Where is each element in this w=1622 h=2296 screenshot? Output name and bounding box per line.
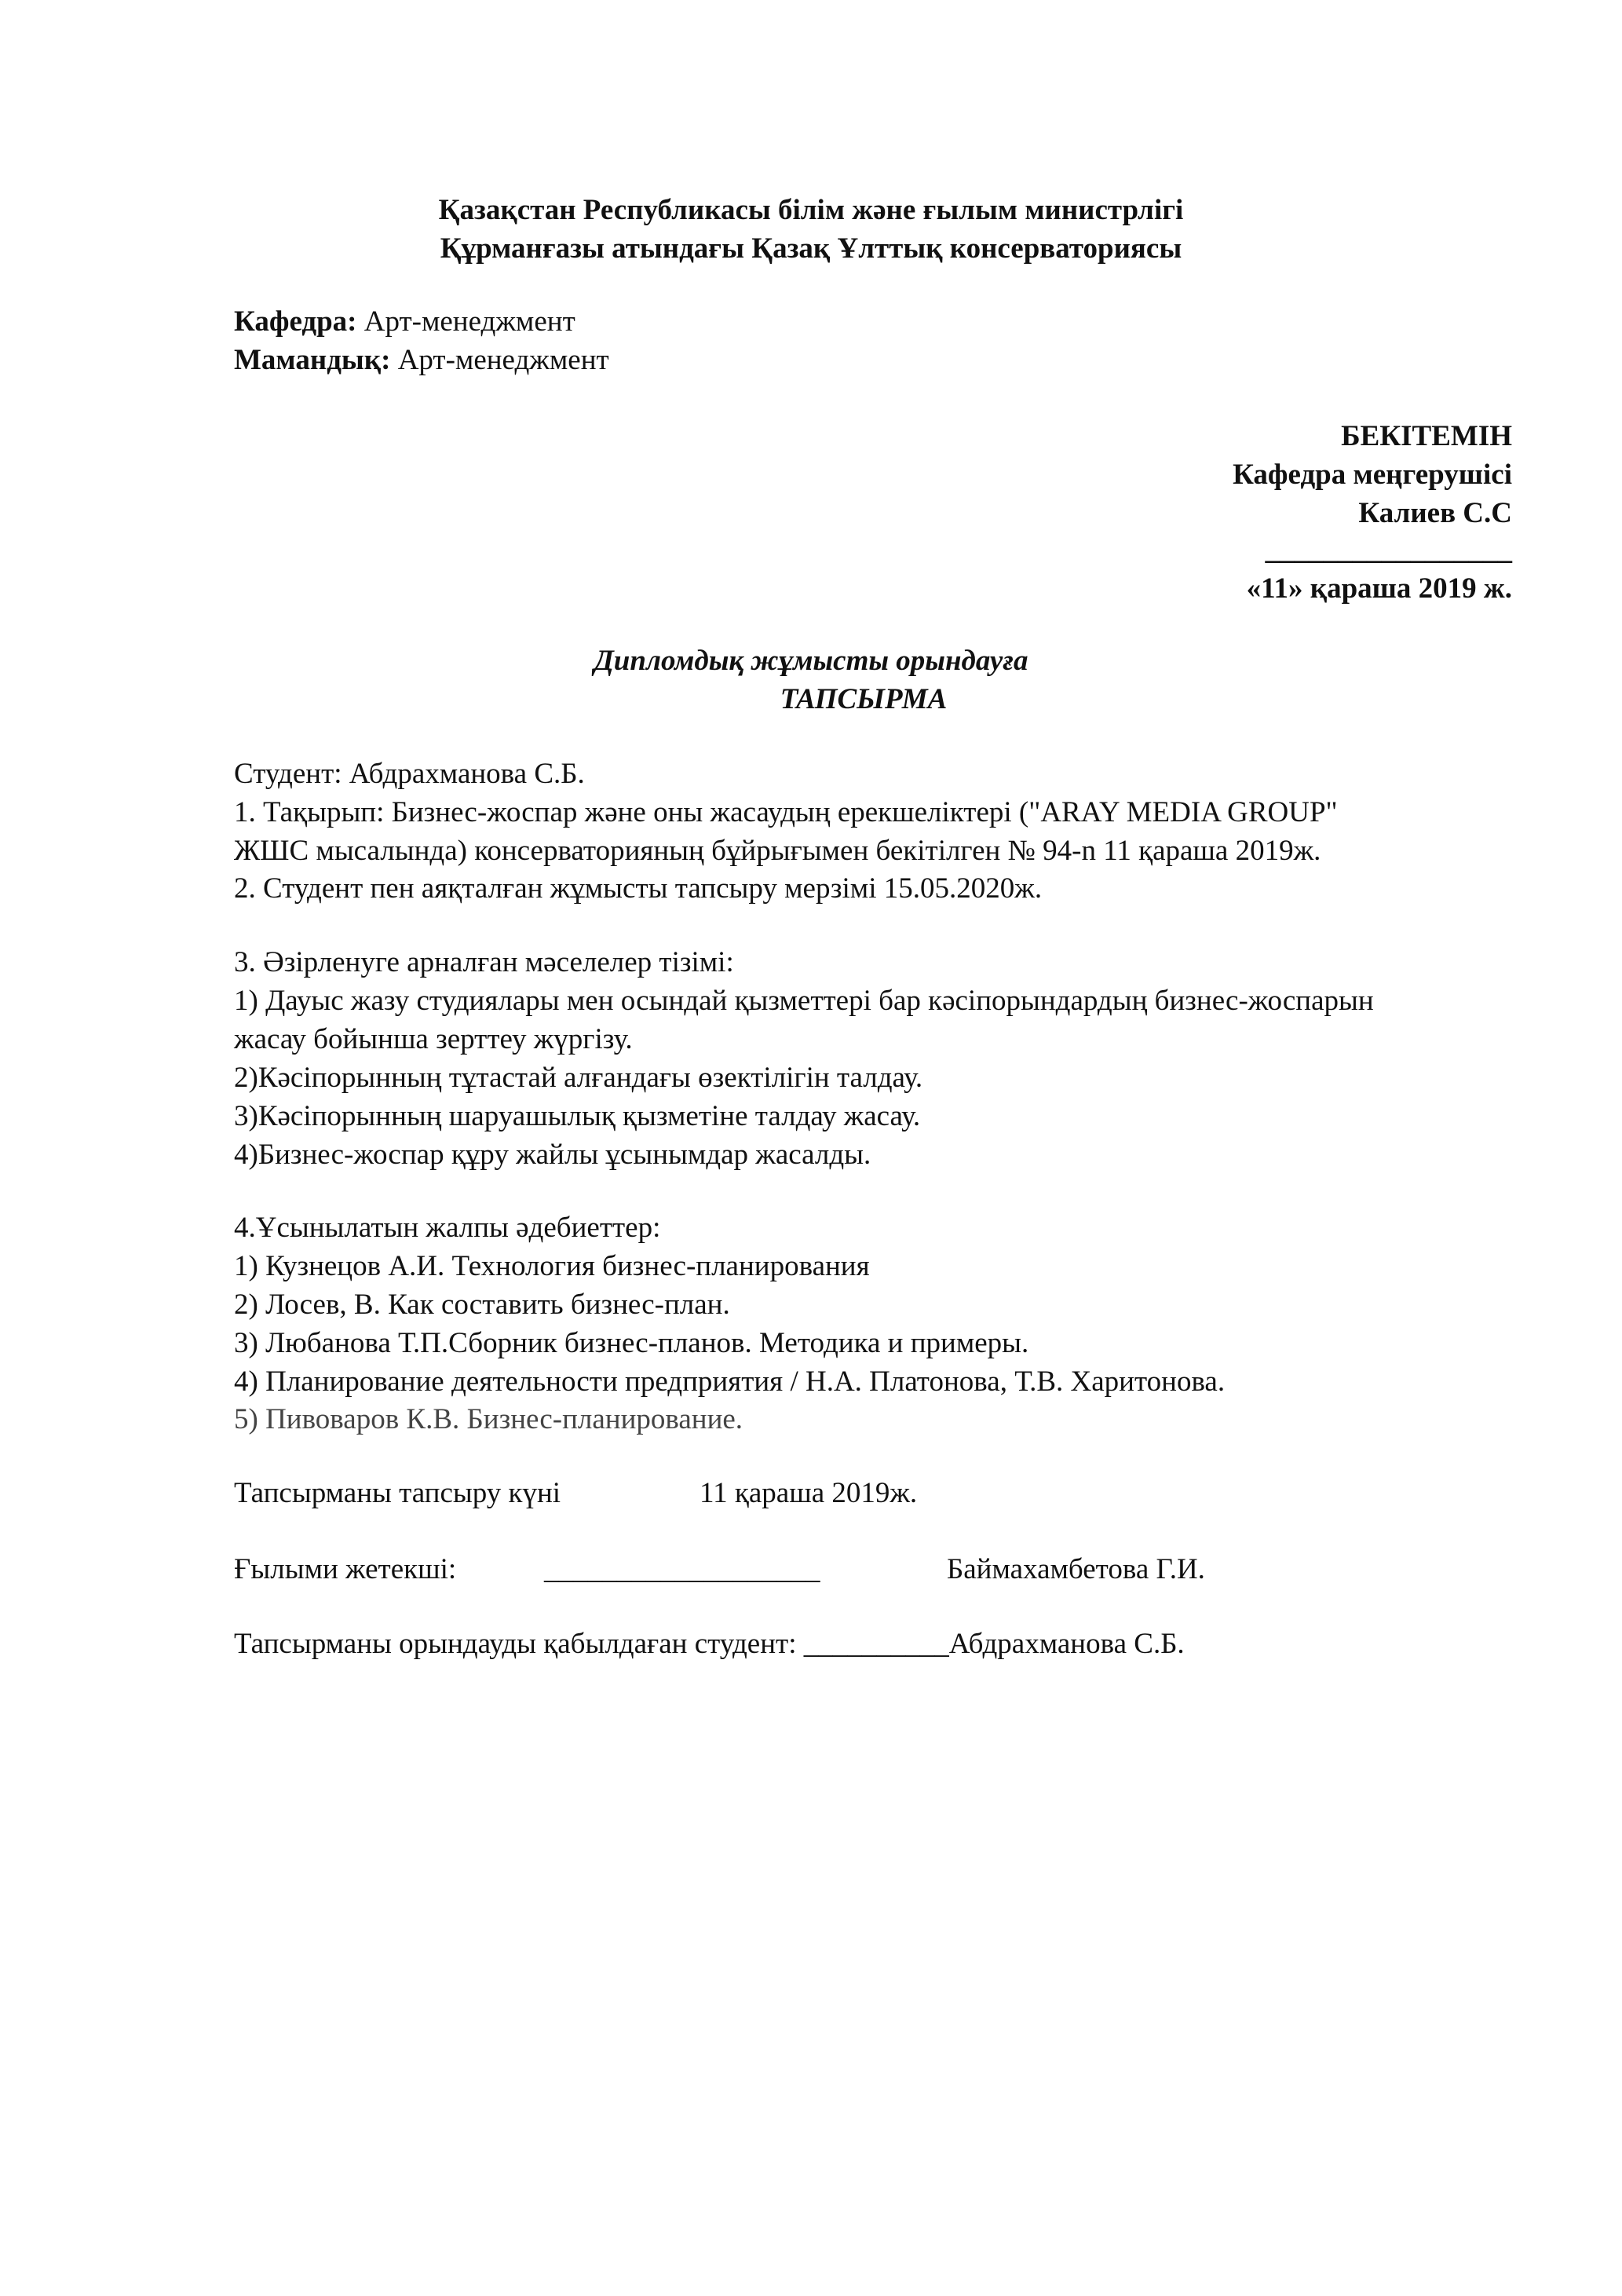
literature-item: 1) Кузнецов А.И. Технология бизнес-планирования xyxy=(234,1250,870,1282)
supervisor-signature-line: ___________________ xyxy=(544,1553,820,1585)
approval-signature-line: _________________ xyxy=(1265,534,1512,566)
specialty-label: Мамандық: xyxy=(234,344,391,376)
topic-line1: 1. Тақырып: Бизнес-жоспар және оны жасаудың ерекшеліктері ("ARAY MEDIA GROUP" xyxy=(234,796,1338,828)
supervisor-label: Ғылыми жетекші: xyxy=(234,1553,457,1585)
approval-date: «11» қараша 2019 ж. xyxy=(1246,572,1512,605)
approval-heading: БЕКІТЕМІН xyxy=(1341,420,1512,452)
approval-name: Калиев С.С xyxy=(1358,497,1512,529)
issue-date-label: Тапсырманы тапсыру күні xyxy=(234,1477,561,1509)
literature-item: 4) Планирование деятельности предприятия / Н.А. Платонова, Т.В. Харитонова. xyxy=(234,1366,1226,1398)
literature-item: 3) Любанова Т.П.Сборник бизнес-планов. Методика и примеры. xyxy=(234,1327,1029,1359)
student-line: Студент: Абдрахманова С.Б. xyxy=(234,758,585,790)
department-value: Арт-менеджмент xyxy=(356,305,575,338)
document-title-line2: ТАПСЫРМА xyxy=(780,683,948,715)
issue-item-3: 3)Кәсіпорынның шаруашылық қызметіне талдау жасау. xyxy=(234,1100,921,1132)
specialty-value: Арт-менеджмент xyxy=(390,344,609,376)
document-title-line1: Дипломдық жұмысты орындауға xyxy=(594,645,1028,677)
issue-item-1-line1: 1) Дауыс жазу студиялары мен осындай қызметтері бар кәсіпорындардың бизнес-жоспарын xyxy=(234,985,1374,1017)
department-label: Кафедра: xyxy=(234,305,357,338)
deadline-line: 2. Студент пен аяқталған жұмысты тапсыру мерзімі 15.05.2020ж. xyxy=(234,872,1043,905)
department-line xyxy=(234,303,575,341)
acceptance-line: Тапсырманы орындауды қабылдаған студент: __________Абдрахманова С.Б. xyxy=(234,1628,1185,1660)
literature-item: 2) Лосев, В. Как составить бизнес-план. xyxy=(234,1289,730,1321)
approval-position: Кафедра меңгерушісі xyxy=(1233,459,1512,491)
issue-date-value: 11 қараша 2019ж. xyxy=(700,1477,918,1509)
institution-heading: Құрманғазы атындағы Қазақ Ұлттық консерваториясы xyxy=(440,232,1182,265)
topic-line2: ЖШС мысалында) консерваторияның бұйрығымен бекітілген № 94-n 11 қараша 2019ж. xyxy=(234,835,1321,867)
issue-item-2: 2)Кәсіпорынның тұтастай алғандағы өзектілігін талдау. xyxy=(234,1062,923,1094)
literature-item: 5) Пивоваров К.В. Бизнес-планирование. xyxy=(234,1403,743,1435)
issue-item-4: 4)Бизнес-жоспар құру жайлы ұсынымдар жасалды. xyxy=(234,1139,871,1171)
issues-heading: 3. Әзірленуге арналған мәселелер тізімі: xyxy=(234,946,734,978)
ministry-heading: Қазақстан Республикасы білім және ғылым министрлігі xyxy=(438,194,1184,226)
issue-item-1-line2: жасау бойынша зерттеу жүргізу. xyxy=(234,1023,633,1055)
supervisor-name: Баймахамбетова Г.И. xyxy=(947,1553,1205,1585)
literature-heading: 4.Ұсынылатын жалпы әдебиеттер: xyxy=(234,1212,661,1244)
specialty-line xyxy=(234,342,609,379)
